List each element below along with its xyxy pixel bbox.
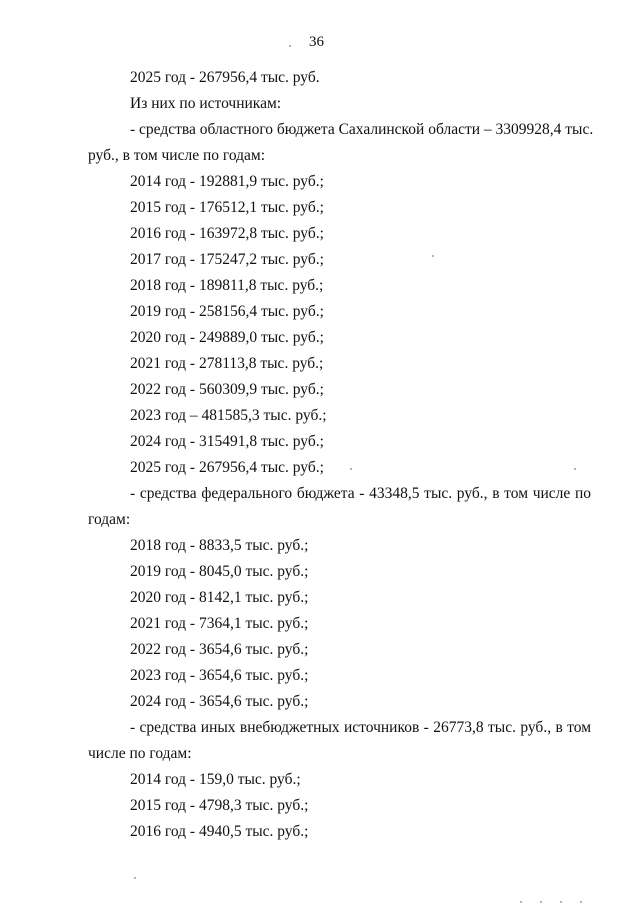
scan-speck: [580, 901, 582, 903]
page-number: 36: [309, 34, 324, 50]
text-line: 2014 год - 192881,9 тыс. руб.;: [130, 173, 324, 190]
text-line: 2015 год - 176512,1 тыс. руб.;: [130, 199, 324, 216]
scan-speck: [432, 255, 434, 257]
text-line: числе по годам:: [88, 745, 192, 762]
text-line: 2024 год - 315491,8 тыс. руб.;: [130, 433, 324, 450]
text-line: - средства федерального бюджета - 43348,5 тыс. руб., в том числе по: [130, 485, 591, 502]
scan-speck: [289, 45, 291, 47]
text-line: 2022 год - 560309,9 тыс. руб.;: [130, 381, 324, 398]
text-line: 2019 год - 8045,0 тыс. руб.;: [130, 563, 309, 580]
text-line: 2025 год - 267956,4 тыс. руб.;: [130, 459, 324, 476]
text-line: - средства областного бюджета Сахалинской области – 3309928,4 тыс.: [130, 121, 594, 138]
text-line: 2023 год – 481585,3 тыс. руб.;: [130, 407, 327, 424]
text-line: руб., в том числе по годам:: [88, 147, 266, 164]
scan-speck: [560, 901, 562, 903]
scan-speck: [134, 877, 136, 879]
text-line: годам:: [88, 511, 131, 528]
text-line: 2021 год - 278113,8 тыс. руб.;: [130, 355, 324, 372]
scan-speck: [520, 901, 522, 903]
text-line: 2014 год - 159,0 тыс. руб.;: [130, 771, 301, 788]
text-line: Из них по источникам:: [130, 95, 282, 112]
text-line: 2024 год - 3654,6 тыс. руб.;: [130, 693, 309, 710]
scan-speck: [350, 468, 352, 470]
text-line: 2016 год - 4940,5 тыс. руб.;: [130, 823, 309, 840]
text-line: 2025 год - 267956,4 тыс. руб.: [130, 69, 320, 86]
text-line: 2015 год - 4798,3 тыс. руб.;: [130, 797, 309, 814]
text-line: 2021 год - 7364,1 тыс. руб.;: [130, 615, 309, 632]
text-line: 2017 год - 175247,2 тыс. руб.;: [130, 251, 324, 268]
scan-speck: [540, 901, 542, 903]
text-line: 2023 год - 3654,6 тыс. руб.;: [130, 667, 309, 684]
text-line: - средства иных внебюджетных источников - 26773,8 тыс. руб., в том: [130, 719, 591, 736]
text-line: 2019 год - 258156,4 тыс. руб.;: [130, 303, 324, 320]
scan-speck: [574, 468, 576, 470]
text-line: 2020 год - 249889,0 тыс. руб.;: [130, 329, 324, 346]
text-line: 2020 год - 8142,1 тыс. руб.;: [130, 589, 309, 606]
text-line: 2018 год - 8833,5 тыс. руб.;: [130, 537, 309, 554]
text-line: 2018 год - 189811,8 тыс. руб.;: [130, 277, 324, 294]
text-line: 2022 год - 3654,6 тыс. руб.;: [130, 641, 309, 658]
text-line: 2016 год - 163972,8 тыс. руб.;: [130, 225, 324, 242]
